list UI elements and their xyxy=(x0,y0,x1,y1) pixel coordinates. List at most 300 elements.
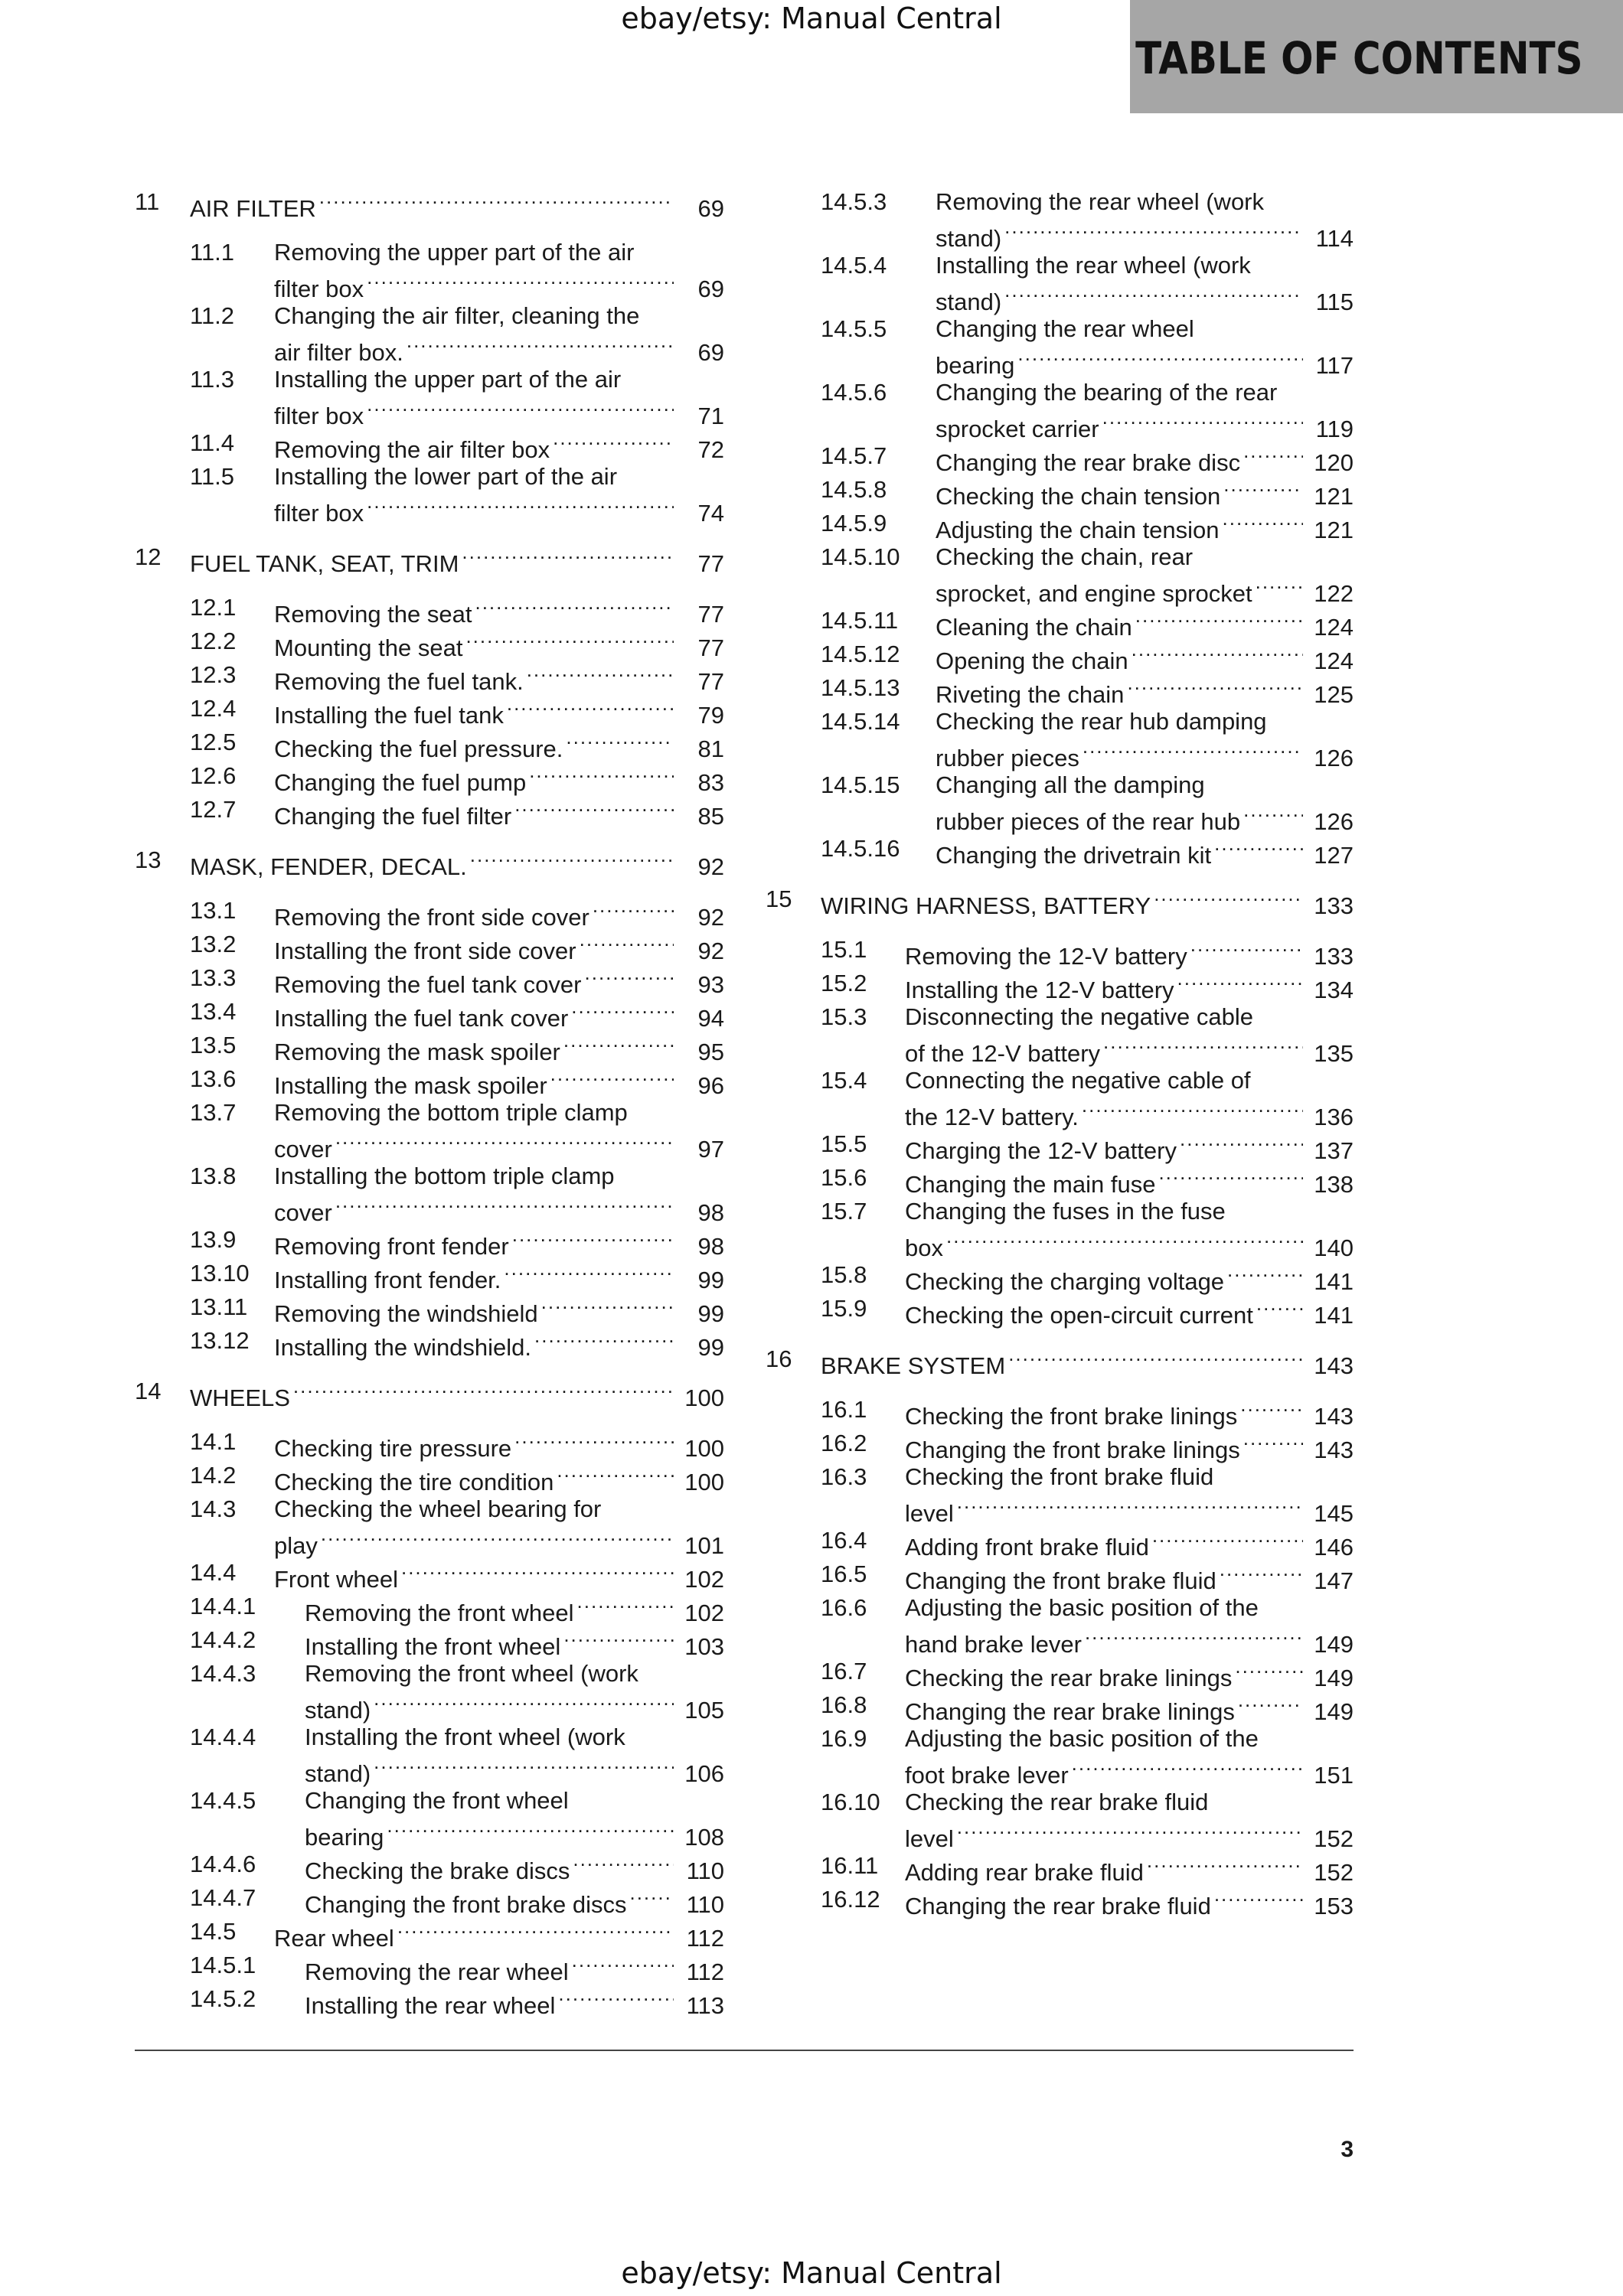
toc-page-number: 147 xyxy=(1314,1567,1354,1594)
dot-leader xyxy=(1223,475,1303,504)
toc-entry[interactable] xyxy=(766,1787,1354,1851)
watermark-top: ebay/etsy: Manual Central xyxy=(621,2,1002,35)
toc-entry[interactable] xyxy=(766,1525,1354,1559)
dot-leader xyxy=(462,542,674,572)
toc-page-number: 138 xyxy=(1314,1171,1354,1198)
toc-page-number: 106 xyxy=(684,1760,724,1787)
toc-number: 12.5 xyxy=(190,729,237,755)
toc-title: Adjusting the basic position of the xyxy=(905,1594,1259,1621)
dot-leader xyxy=(585,963,674,993)
toc-number: 16.8 xyxy=(821,1691,867,1718)
toc-entry[interactable] xyxy=(135,461,724,525)
toc-page-number: 121 xyxy=(1314,517,1354,543)
toc-number: 16.3 xyxy=(821,1463,867,1490)
toc-title: Removing the fuel tank cover xyxy=(274,971,582,998)
toc-page-number: 99 xyxy=(697,1300,724,1327)
toc-title: Checking tire pressure xyxy=(274,1435,512,1462)
toc-number: 15.8 xyxy=(821,1261,867,1288)
toc-entry[interactable] xyxy=(135,963,724,996)
dot-leader xyxy=(1240,1394,1303,1424)
dot-leader xyxy=(1190,934,1303,964)
toc-title: Installing the 12-V battery xyxy=(905,977,1174,1003)
toc-title: Changing the fuel pump xyxy=(274,769,527,796)
toc-number: 11 xyxy=(135,188,160,215)
dot-leader xyxy=(512,1225,674,1254)
toc-title: Installing the mask spoiler xyxy=(274,1072,547,1099)
toc-number: 16.6 xyxy=(821,1594,867,1621)
toc-number: 15.7 xyxy=(821,1198,867,1225)
toc-title: air filter box. xyxy=(274,339,403,366)
dot-leader xyxy=(514,794,674,824)
toc-entry[interactable] xyxy=(766,1593,1354,1656)
dot-leader xyxy=(541,1292,674,1322)
toc-title: Checking the rear brake fluid xyxy=(905,1789,1209,1815)
toc-page-number: 117 xyxy=(1315,352,1354,379)
toc-entry[interactable] xyxy=(766,441,1354,475)
toc-title: box xyxy=(905,1234,943,1261)
toc-page-number: 100 xyxy=(684,1469,724,1495)
toc-title: Rear wheel xyxy=(274,1925,394,1952)
toc-page-number: 126 xyxy=(1314,745,1354,771)
toc-entry[interactable] xyxy=(766,639,1354,673)
dot-leader xyxy=(1102,407,1303,437)
toc-entry[interactable] xyxy=(135,794,724,828)
toc-title: of the 12-V battery xyxy=(905,1040,1101,1067)
toc-entry[interactable] xyxy=(766,706,1354,770)
toc-chapter[interactable] xyxy=(135,845,724,879)
toc-entry[interactable] xyxy=(135,1658,724,1722)
toc-entry[interactable] xyxy=(766,968,1354,1002)
toc-entry[interactable] xyxy=(135,1883,724,1916)
toc-entry[interactable] xyxy=(135,1225,724,1258)
toc-page-number: 119 xyxy=(1315,416,1354,442)
toc-number: 14.5.6 xyxy=(821,379,887,406)
toc-page-number: 100 xyxy=(684,1384,724,1411)
toc-entry[interactable] xyxy=(135,1786,724,1849)
toc-entry[interactable] xyxy=(766,1462,1354,1525)
toc-number: 11.1 xyxy=(190,239,235,266)
toc-title: stand) xyxy=(936,289,1002,315)
toc-entry[interactable] xyxy=(766,1002,1354,1065)
toc-page-number: 152 xyxy=(1314,1825,1354,1852)
dot-leader xyxy=(1154,884,1303,914)
toc-title: Checking the front brake fluid xyxy=(905,1463,1214,1490)
dot-leader xyxy=(1243,441,1303,471)
toc-title: Installing the windshield. xyxy=(274,1334,532,1361)
dot-leader xyxy=(1243,800,1303,830)
toc-title: bearing xyxy=(936,352,1015,379)
toc-entry[interactable] xyxy=(766,187,1354,250)
toc-entry[interactable] xyxy=(766,1428,1354,1462)
toc-number: 11.2 xyxy=(190,302,235,329)
toc-chapter[interactable] xyxy=(766,884,1354,918)
toc-number: 13 xyxy=(135,846,162,873)
toc-entry[interactable] xyxy=(766,833,1354,867)
toc-entry[interactable] xyxy=(135,1292,724,1326)
dot-leader xyxy=(593,895,674,925)
toc-entry[interactable] xyxy=(135,626,724,660)
toc-title: Connecting the negative cable of xyxy=(905,1067,1251,1094)
toc-page-number: 145 xyxy=(1314,1500,1354,1527)
toc-title: Installing the bottom triple clamp xyxy=(274,1163,615,1189)
toc-title: Checking the rear brake linings xyxy=(905,1665,1233,1691)
toc-title: bearing xyxy=(305,1824,384,1851)
toc-entry[interactable] xyxy=(135,1916,724,1950)
toc-number: 14.5.8 xyxy=(821,476,887,503)
toc-entry[interactable] xyxy=(135,364,724,428)
toc-entry[interactable] xyxy=(766,1293,1354,1327)
toc-title: Changing the air filter, cleaning the xyxy=(274,302,640,329)
toc-entry[interactable] xyxy=(135,1326,724,1359)
toc-entry[interactable] xyxy=(135,1557,724,1591)
toc-title: Changing the front brake linings xyxy=(905,1437,1240,1463)
toc-title: filter box xyxy=(274,276,364,302)
toc-title: filter box xyxy=(274,500,364,527)
toc-number: 15.9 xyxy=(821,1295,867,1322)
toc-number: 14.4.4 xyxy=(190,1724,256,1750)
toc-title: Charging the 12-V battery xyxy=(905,1137,1177,1164)
toc-title: Removing the front wheel xyxy=(305,1600,574,1626)
toc-number: 11.3 xyxy=(190,366,235,393)
toc-entry[interactable] xyxy=(766,1656,1354,1690)
toc-entry[interactable] xyxy=(766,542,1354,605)
toc-entry[interactable] xyxy=(135,727,724,761)
toc-number: 11.5 xyxy=(190,463,235,490)
toc-title: sprocket, and engine sprocket xyxy=(936,580,1252,607)
toc-entry[interactable] xyxy=(766,1851,1354,1884)
toc-page-number: 133 xyxy=(1314,943,1354,970)
toc-page-number: 101 xyxy=(684,1532,724,1559)
dot-leader xyxy=(1214,833,1303,863)
toc-page-number: 133 xyxy=(1314,892,1354,919)
dot-leader xyxy=(534,1326,674,1355)
toc-page-number: 149 xyxy=(1314,1665,1354,1691)
toc-entry[interactable] xyxy=(135,1427,724,1460)
toc-title: Changing the front brake discs xyxy=(305,1891,627,1918)
toc-title: BRAKE SYSTEM xyxy=(821,1352,1006,1379)
toc-number: 16.5 xyxy=(821,1561,867,1587)
toc-entry[interactable] xyxy=(135,996,724,1030)
toc-page-number: 69 xyxy=(697,276,724,302)
toc-number: 16.2 xyxy=(821,1430,867,1456)
toc-number: 14.5.14 xyxy=(821,708,900,735)
toc-number: 12.3 xyxy=(190,661,237,688)
toc-number: 14.5.1 xyxy=(190,1952,256,1978)
toc-page-number: 77 xyxy=(697,550,724,577)
toc-title: Riveting the chain xyxy=(936,681,1125,708)
toc-number: 15 xyxy=(766,885,792,912)
toc-title: FUEL TANK, SEAT, TRIM xyxy=(190,550,459,577)
toc-page-number: 124 xyxy=(1314,614,1354,641)
toc-page-number: 143 xyxy=(1314,1352,1354,1379)
toc-page-number: 135 xyxy=(1314,1040,1354,1067)
toc-page-number: 99 xyxy=(697,1267,724,1293)
toc-entry[interactable] xyxy=(135,592,724,626)
toc-page-number: 98 xyxy=(697,1233,724,1260)
toc-title: Adding rear brake fluid xyxy=(905,1859,1144,1886)
toc-number: 11.4 xyxy=(190,429,235,456)
toc-page-number: 92 xyxy=(697,853,724,880)
toc-left-column xyxy=(135,187,724,2017)
toc-page-number: 153 xyxy=(1314,1893,1354,1919)
toc-title: Changing the rear brake linings xyxy=(905,1698,1235,1725)
toc-page-number: 95 xyxy=(697,1039,724,1065)
toc-title: Checking the chain, rear xyxy=(936,543,1194,570)
toc-entry[interactable] xyxy=(135,301,724,364)
dot-leader xyxy=(1147,1851,1303,1880)
toc-chapter[interactable] xyxy=(135,1376,724,1410)
dot-leader xyxy=(553,428,674,458)
toc-page-number: 140 xyxy=(1314,1234,1354,1261)
toc-number: 14.5.9 xyxy=(821,510,887,536)
toc-number: 14.4 xyxy=(190,1559,237,1586)
toc-page-number: 122 xyxy=(1314,580,1354,607)
toc-page-number: 112 xyxy=(686,1958,724,1985)
toc-title: Checking the open-circuit current xyxy=(905,1302,1253,1329)
dot-leader xyxy=(367,491,674,521)
toc-number: 14.5.3 xyxy=(821,188,887,215)
toc-entry[interactable] xyxy=(766,1196,1354,1260)
toc-entry[interactable] xyxy=(135,1460,724,1494)
toc-title: Removing the upper part of the air xyxy=(274,239,635,266)
toc-page-number: 69 xyxy=(697,195,724,222)
toc-entry[interactable] xyxy=(766,934,1354,968)
dot-leader xyxy=(1127,673,1303,703)
toc-entry[interactable] xyxy=(766,673,1354,706)
dot-leader xyxy=(1256,572,1303,602)
dot-leader xyxy=(572,1950,674,1980)
page-number: 3 xyxy=(1341,2137,1354,2162)
toc-title: Opening the chain xyxy=(936,647,1128,674)
toc-title: Changing the rear brake disc xyxy=(936,449,1241,476)
toc-number: 15.3 xyxy=(821,1003,867,1030)
toc-page-number: 141 xyxy=(1314,1268,1354,1295)
toc-page-number: 79 xyxy=(697,702,724,729)
toc-page-number: 105 xyxy=(684,1697,724,1724)
toc-entry[interactable] xyxy=(135,1064,724,1097)
toc-page-number: 99 xyxy=(697,1334,724,1361)
dot-leader xyxy=(957,1492,1303,1521)
toc-number: 13.8 xyxy=(190,1163,237,1189)
toc-page-number: 149 xyxy=(1314,1698,1354,1725)
toc-title: Installing the front wheel (work xyxy=(305,1724,625,1750)
dot-leader xyxy=(1085,1623,1303,1652)
dot-leader xyxy=(1235,1656,1303,1686)
toc-right-column xyxy=(766,187,1354,1918)
toc-entry[interactable] xyxy=(135,1161,724,1225)
toc-entry[interactable] xyxy=(135,1625,724,1658)
toc-page-number: 83 xyxy=(697,769,724,796)
toc-page-number: 136 xyxy=(1314,1104,1354,1130)
toc-title: Installing front fender. xyxy=(274,1267,501,1293)
toc-title: Checking the front brake linings xyxy=(905,1403,1238,1430)
dot-leader xyxy=(374,1688,674,1718)
dot-leader xyxy=(335,1127,674,1157)
toc-entry[interactable] xyxy=(135,1950,724,1984)
toc-entry[interactable] xyxy=(766,377,1354,441)
toc-page-number: 92 xyxy=(697,904,724,931)
toc-page-number: 77 xyxy=(697,601,724,628)
toc-entry[interactable] xyxy=(135,1984,724,2017)
toc-number: 14.5.12 xyxy=(821,641,900,667)
dot-leader xyxy=(475,592,674,622)
toc-entry[interactable] xyxy=(135,1591,724,1625)
dot-leader xyxy=(571,996,674,1026)
dot-leader xyxy=(1072,1753,1303,1783)
toc-entry[interactable] xyxy=(766,508,1354,542)
toc-page-number: 110 xyxy=(686,1891,724,1918)
dot-leader xyxy=(1082,1095,1303,1125)
toc-title: Checking the brake discs xyxy=(305,1857,570,1884)
toc-number: 14.5.7 xyxy=(821,442,887,469)
toc-title: the 12-V battery. xyxy=(905,1104,1079,1130)
dot-leader xyxy=(1135,605,1303,635)
toc-entry[interactable] xyxy=(135,1494,724,1557)
dot-leader xyxy=(1158,1163,1303,1192)
toc-entry[interactable] xyxy=(766,1163,1354,1196)
toc-page-number: 102 xyxy=(684,1600,724,1626)
toc-page-number: 81 xyxy=(697,735,724,762)
toc-entry[interactable] xyxy=(135,1722,724,1786)
toc-title: rubber pieces of the rear hub xyxy=(936,808,1241,835)
toc-chapter[interactable] xyxy=(766,1344,1354,1378)
dot-leader xyxy=(321,1524,674,1554)
dot-leader xyxy=(465,626,674,656)
toc-number: 13.12 xyxy=(190,1327,250,1354)
toc-entry[interactable] xyxy=(766,1884,1354,1918)
toc-number: 14.1 xyxy=(190,1428,237,1455)
dot-leader xyxy=(397,1916,674,1946)
dot-leader xyxy=(1132,639,1303,669)
dot-leader xyxy=(527,660,674,690)
toc-entry[interactable] xyxy=(766,250,1354,314)
toc-number: 13.6 xyxy=(190,1065,237,1092)
toc-title: Removing the rear wheel (work xyxy=(936,188,1265,215)
dot-leader xyxy=(1256,1293,1303,1323)
toc-entry[interactable] xyxy=(766,770,1354,833)
dot-leader xyxy=(1238,1690,1303,1720)
toc-number: 16.12 xyxy=(821,1886,880,1913)
toc-entry[interactable] xyxy=(135,1258,724,1292)
toc-number: 14.4.5 xyxy=(190,1787,256,1814)
toc-page-number: 125 xyxy=(1314,681,1354,708)
toc-number: 13.5 xyxy=(190,1032,237,1058)
toc-number: 13.4 xyxy=(190,998,237,1025)
toc-entry[interactable] xyxy=(766,1260,1354,1293)
toc-page-number: 102 xyxy=(684,1566,724,1593)
toc-entry[interactable] xyxy=(766,1065,1354,1129)
toc-page-number: 124 xyxy=(1314,647,1354,674)
toc-entry[interactable] xyxy=(135,660,724,693)
toc-number: 14.5.5 xyxy=(821,315,887,342)
toc-entry[interactable] xyxy=(135,895,724,929)
toc-number: 15.1 xyxy=(821,936,867,963)
dot-leader xyxy=(1214,1884,1303,1914)
toc-title: Installing the fuel tank xyxy=(274,702,504,729)
toc-page-number: 77 xyxy=(697,668,724,695)
toc-entry[interactable] xyxy=(135,237,724,301)
toc-title: Removing the rear wheel xyxy=(305,1958,569,1985)
toc-title: Changing the bearing of the rear xyxy=(936,379,1278,406)
toc-number: 14.4.3 xyxy=(190,1660,256,1687)
dot-leader xyxy=(335,1191,674,1221)
toc-entry[interactable] xyxy=(135,1030,724,1064)
toc-title: Changing the fuses in the fuse xyxy=(905,1198,1226,1225)
toc-entry[interactable] xyxy=(766,1129,1354,1163)
toc-title: Installing the front side cover xyxy=(274,938,576,964)
toc-chapter[interactable] xyxy=(135,187,724,220)
toc-title: Front wheel xyxy=(274,1566,398,1593)
toc-entry[interactable] xyxy=(766,605,1354,639)
toc-entry[interactable] xyxy=(135,428,724,461)
toc-title: stand) xyxy=(936,225,1002,252)
toc-title: Changing all the damping xyxy=(936,771,1205,798)
toc-page-number: 151 xyxy=(1314,1762,1354,1789)
toc-entry[interactable] xyxy=(135,761,724,794)
toc-page-number: 126 xyxy=(1314,808,1354,835)
toc-title: foot brake lever xyxy=(905,1762,1069,1789)
toc-page-number: 71 xyxy=(697,403,724,429)
toc-entry[interactable] xyxy=(766,1724,1354,1787)
toc-title: MASK, FENDER, DECAL. xyxy=(190,853,467,880)
toc-title: level xyxy=(905,1500,954,1527)
toc-page-number: 74 xyxy=(697,500,724,527)
toc-entry[interactable] xyxy=(766,1394,1354,1428)
toc-page-number: 134 xyxy=(1314,977,1354,1003)
toc-page-number: 108 xyxy=(684,1824,724,1851)
footer-divider xyxy=(135,2050,1354,2051)
toc-number: 13.10 xyxy=(190,1260,250,1287)
toc-number: 12.7 xyxy=(190,796,237,823)
toc-title: Installing the lower part of the air xyxy=(274,463,618,490)
toc-number: 12.1 xyxy=(190,594,237,621)
toc-page-number: 152 xyxy=(1314,1859,1354,1886)
dot-leader xyxy=(514,1427,674,1456)
dot-leader xyxy=(1180,1129,1303,1159)
toc-title: level xyxy=(905,1825,954,1852)
toc-number: 16 xyxy=(766,1345,792,1372)
toc-title: Checking the charging voltage xyxy=(905,1268,1225,1295)
dot-leader xyxy=(374,1752,674,1782)
toc-title: rubber pieces xyxy=(936,745,1079,771)
toc-entry[interactable] xyxy=(766,1690,1354,1724)
toc-entry[interactable] xyxy=(135,1849,724,1883)
toc-number: 13.2 xyxy=(190,931,237,957)
dot-leader xyxy=(1243,1428,1303,1458)
toc-title: Adding front brake fluid xyxy=(905,1534,1149,1561)
dot-leader xyxy=(1103,1032,1303,1062)
toc-number: 13.7 xyxy=(190,1099,237,1126)
toc-entry[interactable] xyxy=(766,314,1354,377)
toc-number: 15.4 xyxy=(821,1067,867,1094)
toc-page-number: 85 xyxy=(697,803,724,830)
toc-entry[interactable] xyxy=(135,929,724,963)
toc-page-number: 69 xyxy=(697,339,724,366)
toc-page-number: 115 xyxy=(1315,289,1354,315)
toc-title: Checking the wheel bearing for xyxy=(274,1495,602,1522)
toc-number: 14.5.13 xyxy=(821,674,900,701)
dot-leader xyxy=(573,1849,674,1879)
toc-entry[interactable] xyxy=(135,1097,724,1161)
dot-leader xyxy=(504,1258,674,1288)
toc-title: Installing the rear wheel xyxy=(305,1992,556,2019)
toc-chapter[interactable] xyxy=(135,542,724,576)
toc-page-number: 103 xyxy=(684,1633,724,1660)
toc-entry[interactable] xyxy=(766,475,1354,508)
toc-entry[interactable] xyxy=(135,693,724,727)
toc-number: 14.5.2 xyxy=(190,1985,256,2012)
toc-entry[interactable] xyxy=(766,1559,1354,1593)
